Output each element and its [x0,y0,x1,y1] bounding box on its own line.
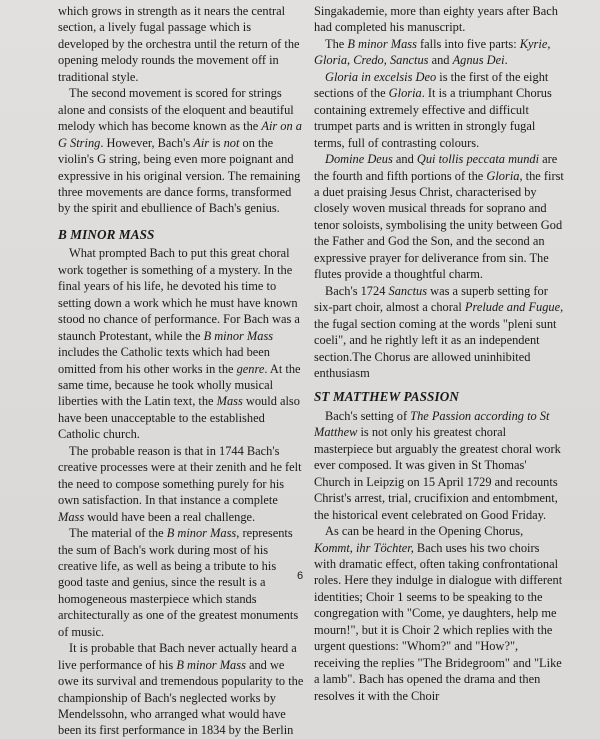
paragraph-what-prompted: What prompted Bach to put this great choral work together is something of a mystery. In the final years of his life, he devoted his time to setting down a work which he must have known stood no chance of performance. For Bach was a staunch Protestant, while the B minor Mass includes the Catholic texts which had been omitted from his other works in the genre. At the same time, because he took wholly musical liberties with the Latin text, the Mass would also have been unacceptable to the established Catholic church. [58,246,301,442]
right-column [314,3,564,704]
paragraph-sanctus: Bach's 1724 Sanctus was a superb setting for six-part choir, almost a choral Prelude and Fugue, the fugal section coming at the words "pleni sunt coeli", and he rightly left it as an independent section.The Chorus are allowed uninhibited enthusiasm [314,283,564,380]
page-number: 6 [296,570,304,582]
paragraph-opening-chorus: As can be heard in the Opening Chorus, Kommt, ihr Töchter, Bach uses his two choirs with dramatic effect, often taking confrontational roles. Here they indulge in dialogue with different identities; Choir 1 seems to be speaking to the congregation with "Come, ye daughters, help me mourn!", but it is Choir 2 which replies with the urgent questions: "Whom?" and "How?", receiving the replies "The Bridegroom" and "Like a lamb". Bach has opened the drama and then resolves it with the Choir [314,524,563,703]
paragraph-material: The material of the B minor Mass, represents the sum of Bach's work during most of his creative life, as well as being a tribute to his good taste and genius, since the result is a homogeneous masterpiece which stands architecturally as one of the greatest monuments of music. [58,526,299,639]
paragraph-probable-reason: The probable reason is that in 1744 Bach's creative processes were at their zenith and he felt the need to compose something purely for his own satisfaction. In that instance a complete Mass would have been a real challenge. [58,443,302,524]
paragraph-domine-deus: Domine Deus and Qui tollis peccata mundi are the fourth and fifth portions of the Gloria, the first a duet praising Jesus Christ, characterised by closely woven musical threads for soprano and tenor soloists, symbolising the unity between God the Father and God the Son, and the second an expressive prayer for deliverance from sin. The flutes provide a thoughtful charm. [314,152,564,282]
heading-st-matthew-passion: ST MATTHEW PASSION [314,389,459,405]
paragraph-singakademie: Singakademie, more than eighty years after Bach had completed his manuscript. [314,4,558,35]
paragraph-five-parts: The B minor Mass falls into five parts: Kyrie, Gloria, Credo, Sanctus and Agnus Dei. [314,36,551,68]
paragraph-never-heard: It is probable that Bach never actually heard a live performance of his B minor Mass and we owe its survival and tremendous popularity to the championship of Bach's neglected works by Mendelssohn, who arranged what would have been its first performance in 1834 by the Berlin [58,641,304,738]
heading-b-minor-mass: B MINOR MASS [58,226,155,242]
paragraph-second-movement: The second movement is scored for strings alone and consists of the eloquent and beautiful melody which has become known as the Air on a G String. However, Bach's Air is not on the violin's G string, being even more poignant and expressive in his original version. The remaining three movements are dance forms, transformed by the spirit and ebullience of Bach's genius. [58,86,302,216]
paragraph-gloria: Gloria in excelsis Deo is the first of the eight sections of the Gloria. It is a triumphant Chorus containing extremely effective and difficult trumpet parts and is written in strongly fugal terms, full of contrasting colours. [314,69,552,150]
paragraph-setting: Bach's setting of The Passion according to St Matthew is not only his greatest choral masterpiece but arguably the greatest choral work ever composed. It was given in St Thomas' Church in Leipzig on 15 April 1729 and recounts Christ's arrest, trial, crucifixion and entombment, the historical event celebrated on Good Friday. [314,408,561,522]
paragraph-intro: which grows in strength as it nears the central section, a lively fugal passage which is developed by the orchestra until the return of the opening melody rounds the movement off in traditional style. [58,4,300,84]
left-column [58,3,304,739]
